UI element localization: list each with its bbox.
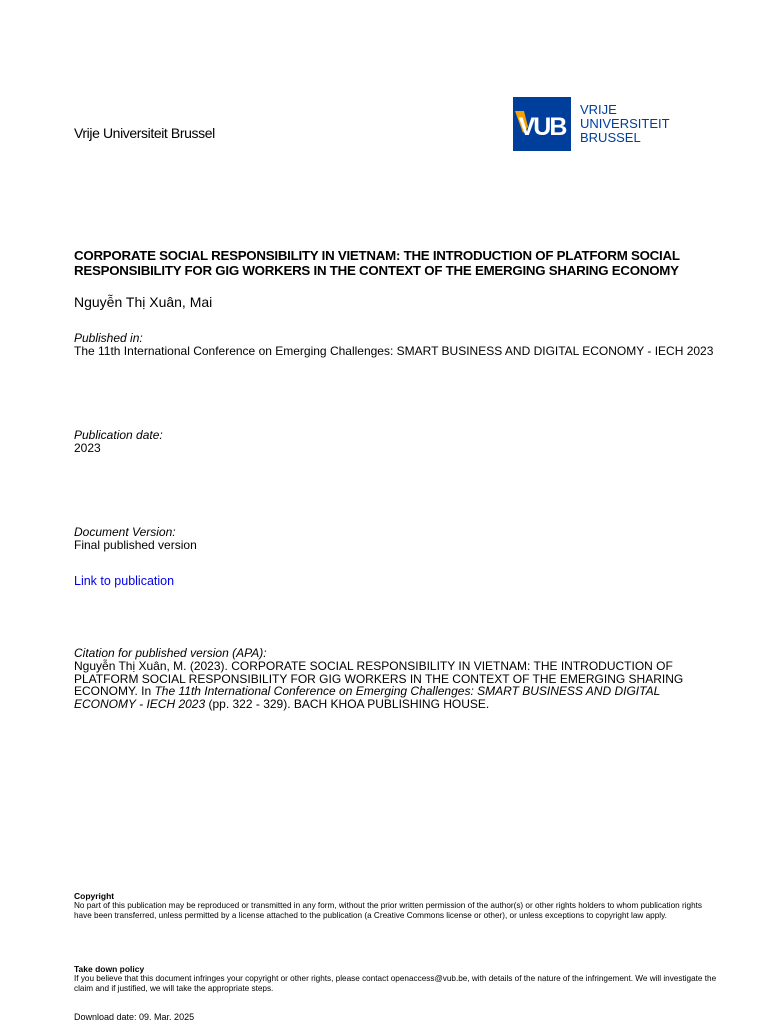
publication-date-label: Publication date: <box>74 428 163 442</box>
vub-logo-icon <box>513 97 673 151</box>
copyright-text: No part of this publication may be reproduced or transmitted in any form, without the prior written permission of the author(s) or other rights holders to whom publication rights have been transferred, unless permitted by a license attached to the publication (a Creative Commons license or other), or unless exceptions to copyright law apply. <box>74 901 703 920</box>
published-in-block <box>74 332 714 358</box>
svg-text:UNIVERSITEIT: UNIVERSITEIT <box>580 116 670 131</box>
citation-block <box>74 647 714 710</box>
document-version-block <box>74 526 714 552</box>
copyright-heading: Copyright <box>74 891 115 901</box>
published-in-label: Published in: <box>74 331 143 345</box>
citation-venue: The 11th International Conference on Emerging Challenges: SMART BUSINESS AND DIGITAL ECONOMY - IECH 2023 <box>74 684 661 711</box>
vub-logo <box>513 97 673 156</box>
svg-text:VUB: VUB <box>518 113 566 141</box>
publication-date-value: 2023 <box>74 441 101 455</box>
citation-text <box>74 660 714 710</box>
citation-suffix: (pp. 322 - 329). BACH KHOA PUBLISHING HOUSE. <box>205 696 490 711</box>
document-version-label: Document Version: <box>74 525 176 539</box>
document-version-value: Final published version <box>74 538 197 552</box>
svg-text:VRIJE: VRIJE <box>580 102 617 117</box>
svg-text:BRUSSEL: BRUSSEL <box>580 130 641 145</box>
copyright-block <box>74 891 720 920</box>
citation-prefix: Nguyễn Thị Xuân, M. (2023). CORPORATE SOCIAL RESPONSIBILITY IN VIETNAM: THE INTRODUCTION OF PLATFORM SOCIAL RESPONSIBILITY FOR GIG WORKERS IN THE CONTEXT OF THE EMERGING SHARING ECONOMY. In <box>74 659 684 698</box>
institution-name: Vrije Universiteit Brussel <box>74 125 215 141</box>
takedown-heading: Take down policy <box>74 964 145 974</box>
publication-date-block <box>74 429 714 455</box>
document-title: CORPORATE SOCIAL RESPONSIBILITY IN VIETNAM: THE INTRODUCTION OF PLATFORM SOCIAL RESPONSIBILITY FOR GIG WORKERS IN THE CONTEXT OF THE EMERGING SHARING ECONOMY <box>74 248 680 278</box>
download-date: Download date: 09. Mar. 2025 <box>74 1012 195 1022</box>
link-to-publication[interactable]: Link to publication <box>74 574 175 588</box>
author: Nguyễn Thị Xuân, Mai <box>74 294 213 310</box>
takedown-text: If you believe that this document infringes your copyright or other rights, please contact openaccess@vub.be, with details of the nature of the infringement. We will investigate the claim and if justified, we will take the appropriate steps. <box>74 974 717 993</box>
takedown-block <box>74 964 720 993</box>
citation-label: Citation for published version (APA): <box>74 646 267 660</box>
published-in-value: The 11th International Conference on Emerging Challenges: SMART BUSINESS AND DIGITAL ECONOMY - IECH 2023 <box>74 344 714 358</box>
